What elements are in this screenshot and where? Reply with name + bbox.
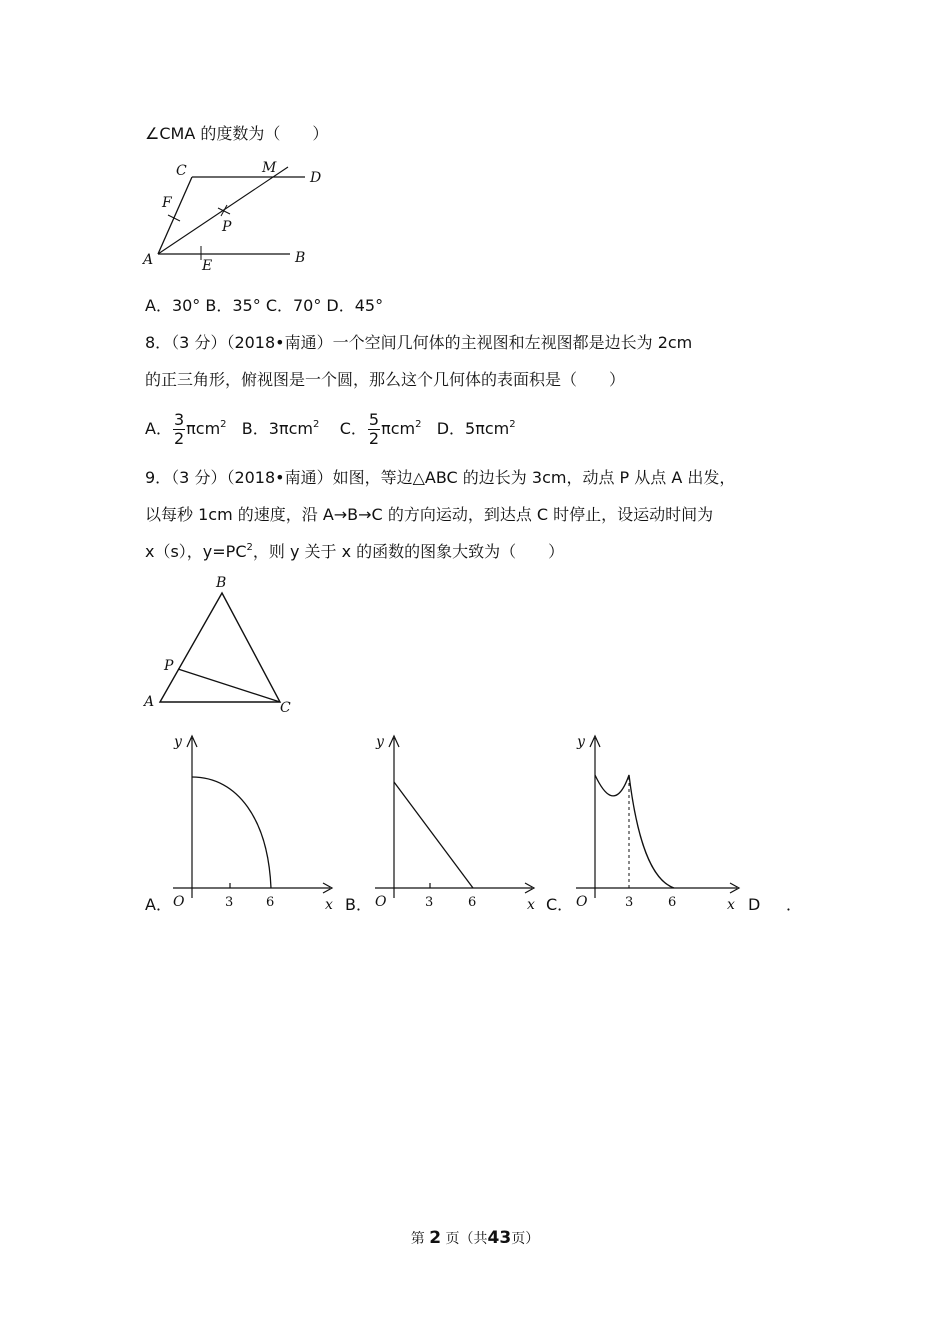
graph-c-x-label: x bbox=[727, 897, 735, 913]
q9-trailing-dot: ． bbox=[786, 895, 803, 914]
q9-stem-line3-sup: 2 bbox=[246, 542, 253, 553]
fig9-label-b: B bbox=[216, 575, 227, 591]
q9-stem-line3 bbox=[145, 542, 564, 562]
fig7-label-m: M bbox=[262, 160, 277, 176]
footer-total-pages: 43 bbox=[487, 1228, 512, 1248]
q9-option-b-label: B． bbox=[345, 895, 372, 914]
q8-option-b: B．3πcm bbox=[241, 419, 313, 438]
fig9-label-a: A bbox=[144, 694, 155, 710]
graph-c-origin: O bbox=[576, 894, 588, 910]
fig7-label-b: B bbox=[295, 250, 306, 266]
fig7-label-f: F bbox=[162, 195, 172, 211]
q8-option-c-prefix: C． bbox=[339, 419, 367, 438]
q8-option-c-fraction bbox=[368, 411, 380, 448]
footer-pre: 第 bbox=[410, 1231, 425, 1247]
fig7-label-p: P bbox=[222, 219, 232, 235]
page-footer bbox=[0, 1228, 950, 1248]
graph-a-origin: O bbox=[173, 894, 185, 910]
q7-options: A．30° B．35° C．70° D．45° bbox=[145, 296, 384, 315]
fig9-label-c: C bbox=[280, 700, 291, 716]
graph-b-tick-3: 3 bbox=[425, 895, 434, 910]
graph-b-y-label: y bbox=[376, 734, 384, 750]
q7-parallel-lines-figure bbox=[140, 155, 340, 275]
fig7-label-e: E bbox=[202, 258, 213, 274]
q8-option-a-fraction bbox=[173, 411, 185, 448]
fig7-label-d: D bbox=[310, 170, 322, 186]
graph-a-x-label: x bbox=[325, 897, 333, 913]
fig9-label-p: P bbox=[164, 658, 174, 674]
q8-option-a-unit: πcm bbox=[186, 419, 221, 438]
q8-stem-line2: 的正三角形，俯视图是一个圆，那么这个几何体的表面积是（ ） bbox=[145, 370, 626, 389]
graph-b bbox=[370, 730, 545, 915]
graph-b-tick-6: 6 bbox=[468, 895, 477, 910]
graph-a bbox=[168, 730, 343, 915]
q8-option-c-sq: 2 bbox=[415, 419, 422, 430]
q9-stem-line1: 9．（3 分）（2018•南通）如图，等边△ABC 的边长为 3cm，动点 P 从点 A 出发， bbox=[145, 468, 736, 487]
graph-c-tick-3: 3 bbox=[625, 895, 634, 910]
q9-triangle-figure bbox=[140, 575, 300, 720]
q9-stem-line3-b: ，则 y 关于 x 的函数的图象大致为（ ） bbox=[252, 542, 565, 561]
footer-mid: 页（共 bbox=[445, 1231, 488, 1247]
q8-option-a-prefix: A． bbox=[145, 419, 172, 438]
footer-post: 页） bbox=[511, 1231, 540, 1247]
q9-option-a-label: A． bbox=[145, 895, 172, 914]
q9-option-d-label: D bbox=[748, 895, 761, 914]
q8-options bbox=[145, 406, 516, 452]
graph-a-y-label: y bbox=[174, 734, 182, 750]
q8-option-a-sq: 2 bbox=[220, 419, 227, 430]
graph-a-tick-6: 6 bbox=[266, 895, 275, 910]
q9-option-c-label: C． bbox=[546, 895, 574, 914]
q8-stem-line1: 8．（3 分）（2018•南通）一个空间几何体的主视图和左视图都是边长为 2cm bbox=[145, 333, 693, 352]
q8-option-c-numerator: 5 bbox=[368, 410, 380, 429]
graph-c-y-label: y bbox=[577, 734, 585, 750]
q8-option-d: D．5πcm bbox=[436, 419, 510, 438]
q8-option-c-denominator: 2 bbox=[368, 429, 380, 448]
q8-option-d-sq: 2 bbox=[509, 419, 516, 430]
fig7-label-c: C bbox=[176, 163, 187, 179]
q8-option-a-numerator: 3 bbox=[173, 410, 185, 429]
q8-option-b-sq: 2 bbox=[312, 419, 320, 430]
graph-c-tick-6: 6 bbox=[668, 895, 677, 910]
graph-b-origin: O bbox=[375, 894, 387, 910]
q9-stem-line2: 以每秒 1cm 的速度，沿 A→B→C 的方向运动，到达点 C 时停止，设运动时间为 bbox=[145, 505, 714, 524]
q8-option-a-denominator: 2 bbox=[173, 429, 185, 448]
graph-a-tick-3: 3 bbox=[225, 895, 234, 910]
footer-page-number: 2 bbox=[429, 1228, 442, 1248]
graph-b-x-label: x bbox=[527, 897, 535, 913]
q9-stem-line3-a: x（s），y=PC bbox=[145, 542, 247, 561]
q8-option-c-unit: πcm bbox=[381, 419, 416, 438]
fig7-label-a: A bbox=[143, 252, 154, 268]
q7-stem-tail: ∠CMA 的度数为（ ） bbox=[145, 124, 329, 143]
graph-c bbox=[571, 730, 746, 915]
